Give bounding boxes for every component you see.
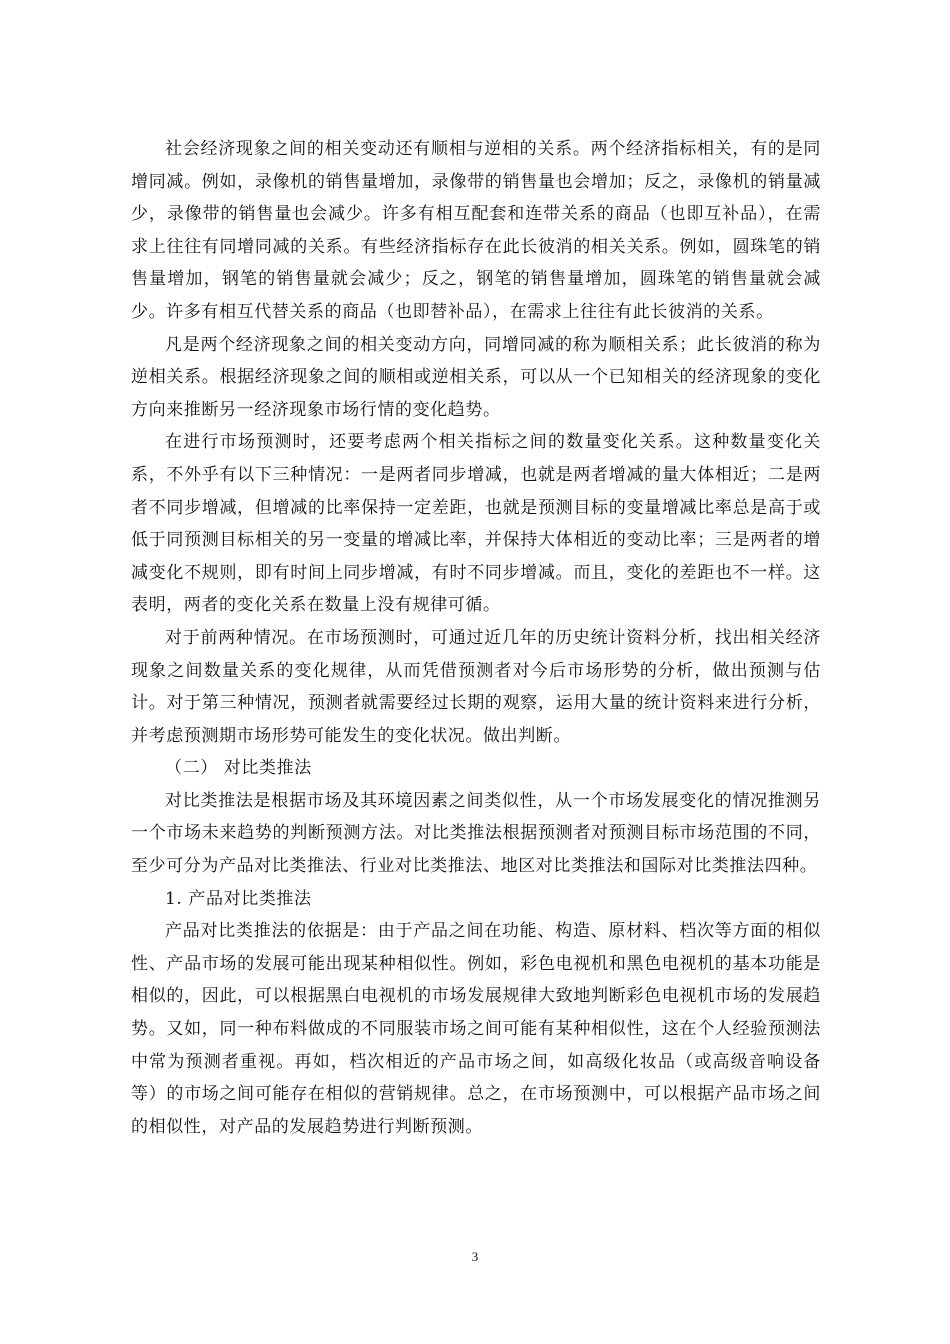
paragraph-quantity-relationship: 在进行市场预测时，还要考虑两个相关指标之间的数量变化关系。这种数量变化关系，不外乎有以下三种情况：一是两者同步增减，也就是两者增减的量大体相近；二是两者不同步增减，但增减的比率保持一定差距，也就是预测目标的变量增减比率总是高于或低于同预测目标相关的另一变量的增减比率，并保持大体相近的变动比率；三是两者的增减变化不规则，即有时间上同步增减，有时不同步增减。而且，变化的差距也不一样。这表明，两者的变化关系在数量上没有规律可循。: [131, 432, 821, 616]
paragraph-product-analogy: 产品对比类推法的依据是：由于产品之间在功能、构造、原材料、档次等方面的相似性、产品市场的发展可能出现某种相似性。例如，彩色电视机和黑色电视机的基本功能是相似的，因此，可以根据黑白电视机的市场发展规律大致地判断彩色电视机市场的发展趋势。又如，同一种布料做成的不同服装市场之间可能有某种相似性，这在个人经验预测法中常为预测者重视。再如，档次相近的产品市场之间，如高级化妆品（或高级音响设备等）的市场之间可能存在相似的营销规律。总之，在市场预测中，可以根据产品市场之间的相似性，对产品的发展趋势进行判断预测。: [131, 921, 821, 1137]
document-body: [131, 133, 821, 1143]
subsection-heading-product-analogy: 1. 产品对比类推法: [165, 888, 312, 909]
paragraph-comparison-analogy: 对比类推法是根据市场及其环境因素之间类似性，从一个市场发展变化的情况推测另一个市场未来趋势的判断预测方法。对比类推法根据预测者对预测目标市场范围的不同，至少可分为产品对比类推法、行业对比类推法、地区对比类推法和国际对比类推法四种。: [131, 790, 821, 877]
page-number: 3: [471, 1249, 479, 1264]
section-heading-comparison-analogy: （二） 对比类推法: [165, 758, 312, 779]
paragraph-positive-negative-correlation: 凡是两个经济现象之间的相关变动方向，同增同减的称为顺相关系；此长彼消的称为逆相关系。根据经济现象之间的顺相或逆相关系，可以从一个已知相关的经济现象的变化方向来推断另一经济现象市场行情的变化趋势。: [131, 334, 821, 420]
paragraph-correlation-direction: 社会经济现象之间的相关变动还有顺相与逆相的关系。两个经济指标相关，有的是同增同减。例如，录像机的销售量增加，录像带的销售量也会增加；反之，录像机的销量减少，录像带的销售量也会减少。许多有相互配套和连带关系的商品（也即互补品），在需求上往往有同增同减的关系。有些经济指标存在此长彼消的相关关系。例如，圆珠笔的销售量增加，钢笔的销售量就会减少；反之，钢笔的销售量增加，圆珠笔的销售量就会减少。许多有相互代替关系的商品（也即替补品），在需求上往往有此长彼消的关系。: [131, 139, 821, 322]
paragraph-first-two-cases: 对于前两种情况。在市场预测时，可通过近几年的历史统计资料分析，找出相关经济现象之间数量关系的变化规律，从而凭借预测者对今后市场形势的分析，做出预测与估计。对于第三种情况，预测者就需要经过长期的观察，运用大量的统计资料来进行分析，并考虑预测期市场形势可能发生的变化状况。做出判断。: [131, 627, 821, 746]
